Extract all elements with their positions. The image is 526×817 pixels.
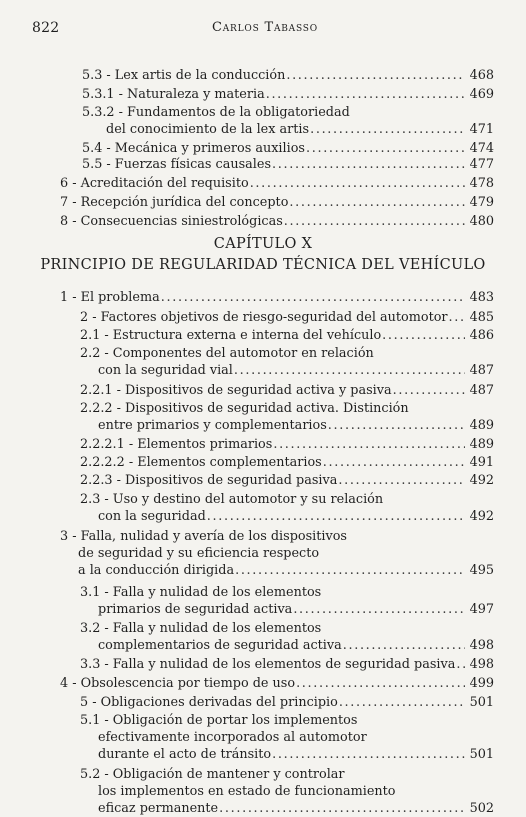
chapter-title: CAPÍTULO X <box>213 236 313 252</box>
toc-entry-label: 2.2.2.2 - Elementos complementarios <box>80 455 322 470</box>
toc-entry <box>80 454 494 471</box>
toc-entry-label: los implementos en estado de funcionamiento <box>98 784 396 799</box>
toc-entry-label: con la seguridad vial <box>98 363 233 378</box>
toc-entry-page: 474 <box>469 141 494 156</box>
toc-entry <box>80 345 494 379</box>
toc-entry-page: 477 <box>469 157 494 172</box>
toc-entry <box>82 156 494 173</box>
toc-entry <box>80 584 494 618</box>
toc-entry-label: 2 - Factores objetivos de riesgo-seguridad del automotor <box>80 310 448 325</box>
toc-entry-label: de seguridad y su eficiencia respecto <box>78 546 320 561</box>
toc-entry <box>60 175 494 192</box>
toc-entry <box>80 766 494 817</box>
dot-leader <box>338 472 465 489</box>
toc-entry <box>82 67 494 84</box>
toc-entry-label: primarios de seguridad activa <box>98 602 293 617</box>
toc-entry-page: 487 <box>469 363 494 378</box>
toc-entry-page: 468 <box>469 68 494 83</box>
toc-entry-page: 489 <box>469 437 494 452</box>
toc-entry-page: 469 <box>469 87 494 102</box>
dot-leader <box>306 140 465 157</box>
toc-entry <box>80 472 494 489</box>
toc-entry <box>80 656 494 673</box>
toc-entry-label: efectivamente incorporados al automotor <box>98 730 367 745</box>
toc-entry <box>80 400 494 434</box>
toc-entry <box>60 194 494 211</box>
toc-entry-page: 478 <box>469 176 494 191</box>
toc-entry-page: 492 <box>469 509 494 524</box>
toc-entry-label: 1 - El problema <box>60 290 160 305</box>
toc-entry <box>80 309 494 326</box>
toc-entry-label: 7 - Recepción jurídica del concepto <box>60 195 289 210</box>
toc-entry-page: 498 <box>469 638 494 653</box>
toc-entry-label: 5.3 - Lex artis de la conducción <box>82 68 286 83</box>
dot-leader <box>272 156 465 173</box>
running-head: Carlos Tabasso <box>212 20 318 35</box>
toc-entry-page: 501 <box>469 747 494 762</box>
toc-entry-page: 479 <box>469 195 494 210</box>
toc-entry-label: del conocimiento de la lex artis <box>106 122 310 137</box>
toc-entry-label: 5.2 - Obligación de mantener y controlar <box>80 767 345 782</box>
dot-leader <box>293 601 465 618</box>
toc-entry-page: 495 <box>469 563 494 578</box>
dot-leader <box>234 362 465 379</box>
toc-entry-label: 5.3.2 - Fundamentos de la obligatoriedad <box>82 105 350 120</box>
toc-entry-label: eficaz permanente <box>98 801 219 816</box>
toc-entry-page: 501 <box>469 695 494 710</box>
toc-entry-label: 2.2 - Componentes del automotor en relación <box>80 346 374 361</box>
dot-leader <box>235 562 465 579</box>
dot-leader <box>161 289 465 306</box>
toc-entry-label: 2.2.2.1 - Elementos primarios <box>80 437 273 452</box>
toc-entry-page: 487 <box>469 383 494 398</box>
toc-entry <box>82 104 494 138</box>
toc-entry-label: 4 - Obsolescencia por tiempo de uso <box>60 676 296 691</box>
dot-leader <box>284 213 465 230</box>
toc-entry-page: 498 <box>469 657 494 672</box>
dot-leader <box>289 194 465 211</box>
dot-leader <box>328 417 465 434</box>
toc-entry-page: 502 <box>469 801 494 816</box>
toc-entry-label: 2.3 - Uso y destino del automotor y su relación <box>80 492 384 507</box>
toc-entry <box>80 620 494 654</box>
toc-entry <box>80 491 494 525</box>
toc-entry-label: 3.2 - Falla y nulidad de los elementos <box>80 621 322 636</box>
toc-entry-label: 6 - Acreditación del requisito <box>60 176 249 191</box>
toc-entry-page: 491 <box>469 455 494 470</box>
toc-entry-page: 480 <box>469 214 494 229</box>
toc-entry <box>82 86 494 103</box>
dot-leader <box>250 175 465 192</box>
toc-entry-page: 499 <box>469 676 494 691</box>
toc-entry-label: 3.3 - Falla y nulidad de los elementos de seguridad pasiva <box>80 657 456 672</box>
chapter-subtitle: PRINCIPIO DE REGULARIDAD TÉCNICA DEL VEHÍCULO <box>40 257 486 273</box>
toc-entry <box>80 436 494 453</box>
toc-entry-label: 5.5 - Fuerzas físicas causales <box>82 157 272 172</box>
toc-entry-label: 5.1 - Obligación de portar los implementos <box>80 713 358 728</box>
toc-entry-page: 483 <box>469 290 494 305</box>
dot-leader <box>286 67 465 84</box>
toc-entry-label: durante el acto de tránsito <box>98 747 272 762</box>
toc-entry-label: a la conducción dirigida <box>78 563 235 578</box>
toc-entry-label: 3 - Falla, nulidad y avería de los dispositivos <box>60 529 347 544</box>
toc-entry <box>80 712 494 763</box>
page-number: 822 <box>32 20 60 36</box>
toc-entry-label: 5.4 - Mecánica y primeros auxilios <box>82 141 305 156</box>
toc-entry-label: 5 - Obligaciones derivadas del principio <box>80 695 338 710</box>
toc-entry-label: 5.3.1 - Naturaleza y materia <box>82 87 265 102</box>
toc-entry-page: 485 <box>469 310 494 325</box>
dot-leader <box>273 436 465 453</box>
toc-entry-label: 2.1 - Estructura externa e interna del vehículo <box>80 328 382 343</box>
dot-leader <box>266 86 465 103</box>
toc-entry <box>60 213 494 230</box>
toc-entry <box>80 382 494 399</box>
dot-leader <box>343 637 465 654</box>
toc-entry <box>82 140 494 157</box>
toc-entry-page: 489 <box>469 418 494 433</box>
toc-entry-label: 2.2.3 - Dispositivos de seguridad pasiva <box>80 473 338 488</box>
toc-entry <box>60 528 494 579</box>
toc-entry-page: 486 <box>469 328 494 343</box>
toc-entry <box>60 675 494 692</box>
toc-entry-label: 2.2.1 - Dispositivos de seguridad activa y pasiva <box>80 383 392 398</box>
toc-entry-label: 2.2.2 - Dispositivos de seguridad activa. Distinción <box>80 401 409 416</box>
toc-entry-label: 8 - Consecuencias siniestrológicas <box>60 214 283 229</box>
dot-leader <box>296 675 465 692</box>
toc-entry <box>80 327 494 344</box>
dot-leader <box>207 508 465 525</box>
toc-entry-label: con la seguridad <box>98 509 206 524</box>
toc-entry-page: 471 <box>469 122 494 137</box>
dot-leader <box>272 746 465 763</box>
toc-entry-label: entre primarios y complementarios <box>98 418 327 433</box>
dot-leader <box>323 454 465 471</box>
toc-entry-page: 492 <box>469 473 494 488</box>
toc-entry-label: 3.1 - Falla y nulidad de los elementos <box>80 585 322 600</box>
toc-entry <box>80 694 494 711</box>
dot-leader <box>382 327 465 344</box>
toc-entry <box>60 289 494 306</box>
dot-leader <box>310 121 465 138</box>
dot-leader <box>456 656 465 673</box>
toc-entry-label: complementarios de seguridad activa <box>98 638 342 653</box>
dot-leader <box>393 382 465 399</box>
dot-leader <box>449 309 465 326</box>
toc-entry-page: 497 <box>469 602 494 617</box>
dot-leader <box>339 694 465 711</box>
